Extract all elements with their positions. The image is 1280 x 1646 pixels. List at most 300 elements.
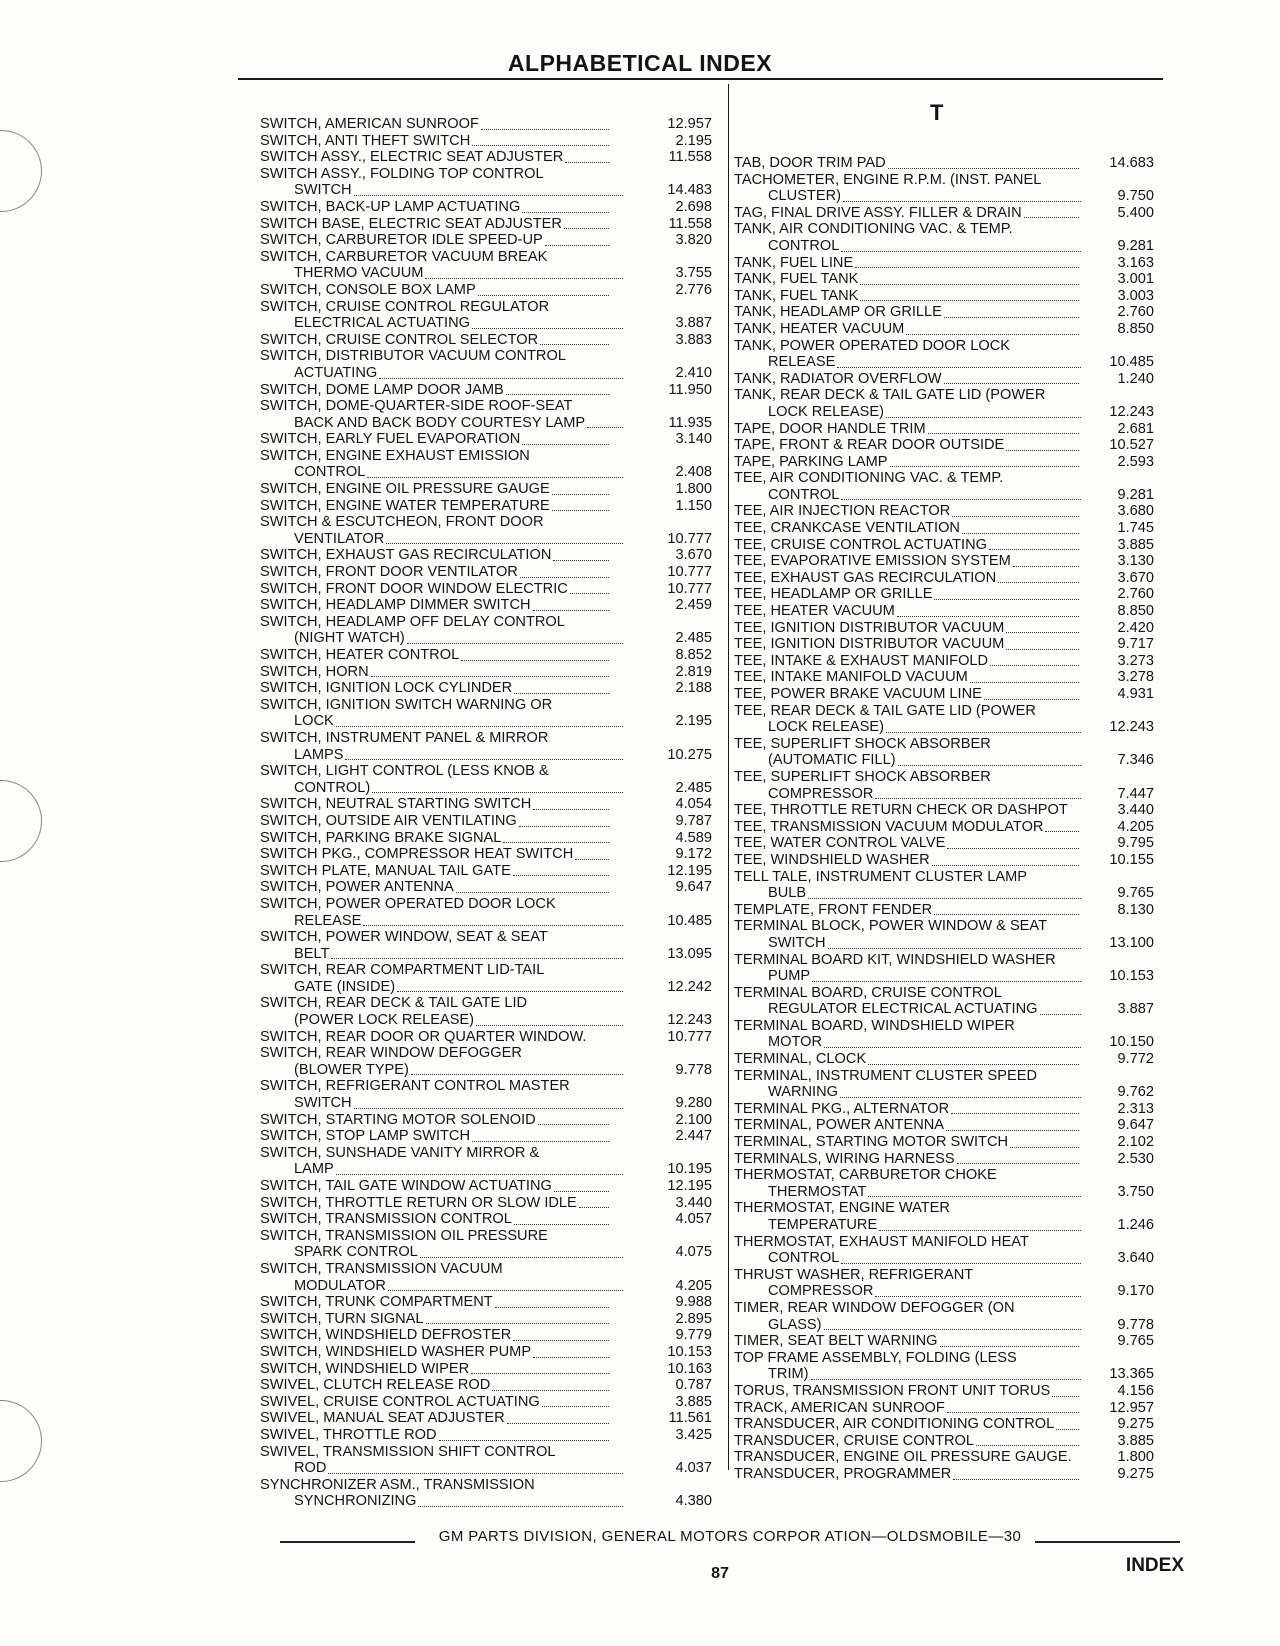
entry-text: SWITCH, TRANSMISSION OIL PRESSURE xyxy=(260,1227,548,1244)
dot-leader xyxy=(906,333,1079,335)
page-reference: 2.530 xyxy=(1117,1150,1154,1167)
dot-leader xyxy=(587,426,623,428)
page-reference: 5.400 xyxy=(1117,204,1154,221)
dot-leader xyxy=(1006,648,1079,650)
page-reference: 10.777 xyxy=(667,580,712,597)
index-entry xyxy=(734,1300,1154,1333)
entry-text: SWITCH, POWER ANTENNA xyxy=(260,879,454,896)
dot-leader xyxy=(1056,1428,1079,1430)
dot-leader xyxy=(397,990,623,992)
page-reference: 9.750 xyxy=(1117,188,1154,205)
entry-text: SWITCH, REFRIGERANT CONTROL MASTER xyxy=(260,1078,570,1095)
dot-leader xyxy=(425,277,623,279)
dot-leader xyxy=(514,1223,609,1225)
dot-leader xyxy=(824,1328,1081,1330)
entry-text: TEE, WATER CONTROL VALVE xyxy=(734,835,946,852)
index-entry xyxy=(260,796,712,813)
index-entry xyxy=(734,1433,1154,1450)
index-entry xyxy=(734,918,1154,951)
dot-leader xyxy=(554,1190,609,1192)
index-entry xyxy=(734,503,1154,520)
entry-text: TAG, FINAL DRIVE ASSY. FILLER & DRAIN xyxy=(734,204,1022,221)
page-reference: 9.762 xyxy=(1117,1084,1154,1101)
page-reference: 3.885 xyxy=(1117,1432,1154,1449)
dot-leader xyxy=(533,609,609,611)
entry-text: SWITCH, WINDSHIELD WASHER PUMP xyxy=(260,1343,532,1360)
page-reference: 12.957 xyxy=(667,116,712,132)
page-reference: 13.095 xyxy=(667,945,712,962)
index-entry xyxy=(734,669,1154,686)
entry-text: TEE, SUPERLIFT SHOCK ABSORBER xyxy=(734,768,991,785)
dot-leader xyxy=(331,957,623,959)
index-entry xyxy=(260,514,712,547)
entry-text: TEE, IGNITION DISTRIBUTOR VACUUM xyxy=(734,619,1005,636)
page-reference: 9.988 xyxy=(675,1294,712,1311)
index-entry xyxy=(734,686,1154,703)
dot-leader xyxy=(456,891,609,893)
entry-text: SYNCHRONIZER ASM., TRANSMISSION xyxy=(260,1476,535,1493)
page-reference: 10.153 xyxy=(1109,968,1154,985)
dot-leader xyxy=(513,1339,609,1341)
entry-text: TANK, REAR DECK & TAIL GATE LID (POWER xyxy=(734,387,1046,404)
page-reference: 4.931 xyxy=(1117,686,1154,702)
dot-leader xyxy=(947,847,1079,849)
dot-leader xyxy=(1052,1395,1079,1397)
dot-leader xyxy=(345,758,623,760)
page-reference: 10.153 xyxy=(667,1343,712,1360)
entry-text: CONTROL xyxy=(768,486,840,503)
dot-leader xyxy=(897,615,1079,617)
page-reference: 3.640 xyxy=(1117,1250,1154,1267)
index-entry xyxy=(260,481,712,498)
index-entry xyxy=(260,382,712,399)
index-entry xyxy=(734,255,1154,272)
page-reference: 10.777 xyxy=(667,564,712,581)
entry-text: TEE, INTAKE MANIFOLD VACUUM xyxy=(734,669,968,686)
entry-text: RELEASE xyxy=(768,354,836,371)
index-entry xyxy=(734,1416,1154,1433)
index-entry xyxy=(260,1045,712,1078)
page-reference: 3.680 xyxy=(1117,503,1154,520)
entry-text: SWITCH, HEADLAMP OFF DELAY CONTROL xyxy=(260,613,565,630)
dot-leader xyxy=(372,791,623,793)
index-entry xyxy=(260,1178,712,1195)
dot-leader xyxy=(860,283,1079,285)
page-reference: 2.760 xyxy=(1117,586,1154,603)
entry-text: TANK, POWER OPERATED DOOR LOCK xyxy=(734,337,1010,354)
page-reference: 3.670 xyxy=(675,547,712,564)
index-entry xyxy=(260,1311,712,1328)
entry-text: TERMINAL BOARD, CRUISE CONTROL xyxy=(734,984,1002,1001)
index-entry xyxy=(734,703,1154,736)
entry-text: WARNING xyxy=(768,1084,838,1101)
index-entry xyxy=(260,830,712,847)
entry-text: TEE, WINDSHIELD WASHER xyxy=(734,851,930,868)
dot-leader xyxy=(575,858,609,860)
page-reference: 2.410 xyxy=(675,364,712,381)
entry-text: SWIVEL, TRANSMISSION SHIFT CONTROL xyxy=(260,1443,556,1460)
page-reference: 3.755 xyxy=(675,265,712,282)
entry-text: SWITCH, CRUISE CONTROL REGULATOR xyxy=(260,298,550,315)
entry-text: LAMPS xyxy=(294,746,344,763)
index-entry xyxy=(734,1383,1154,1400)
entry-text: TANK, FUEL TANK xyxy=(734,271,859,288)
entry-text: SWITCH, REAR DECK & TAIL GATE LID xyxy=(260,995,528,1012)
entry-text: TEMPERATURE xyxy=(768,1217,878,1233)
page-reference: 7.447 xyxy=(1117,785,1154,802)
entry-text: SWITCH, TRANSMISSION CONTROL xyxy=(260,1211,512,1228)
index-entry xyxy=(260,332,712,349)
dot-leader xyxy=(840,1096,1081,1098)
dot-leader xyxy=(1006,449,1079,451)
dot-leader xyxy=(1024,216,1079,218)
dot-leader xyxy=(354,1107,623,1109)
page-reference: 4.037 xyxy=(675,1460,712,1477)
entry-text: THERMOSTAT xyxy=(768,1183,867,1200)
entry-text: SWITCH, STOP LAMP SWITCH xyxy=(260,1128,471,1145)
entry-text: (POWER LOCK RELEASE) xyxy=(294,1012,475,1029)
dot-leader xyxy=(386,542,623,544)
scan-hole-mark xyxy=(0,780,42,862)
entry-text: BELT xyxy=(294,945,330,962)
dot-leader xyxy=(944,316,1079,318)
entry-text: TANK, RADIATOR OVERFLOW xyxy=(734,370,942,387)
index-entry xyxy=(734,470,1154,503)
entry-text: SWITCH, REAR WINDOW DEFOGGER xyxy=(260,1045,522,1062)
dot-leader xyxy=(495,1306,609,1308)
page-reference: 9.779 xyxy=(675,1327,712,1344)
entry-text: CLUSTER) xyxy=(768,188,841,205)
page-reference: 4.054 xyxy=(675,796,712,813)
entry-text: SWITCH, TURN SIGNAL xyxy=(260,1310,424,1327)
dot-leader xyxy=(545,244,609,246)
dot-leader xyxy=(565,161,609,163)
index-entry xyxy=(734,769,1154,802)
index-entry xyxy=(734,603,1154,620)
entry-text: SWITCH, DOME LAMP DOOR JAMB xyxy=(260,381,504,398)
dot-leader xyxy=(1006,631,1079,633)
entry-text: TEE, HEATER VACUUM xyxy=(734,603,895,620)
index-entry xyxy=(734,221,1154,254)
index-entry xyxy=(734,371,1154,388)
index-entry xyxy=(260,614,712,647)
page-reference: 9.170 xyxy=(1117,1283,1154,1300)
dot-leader xyxy=(998,581,1079,583)
entry-text: TEE, IGNITION DISTRIBUTOR VACUUM xyxy=(734,636,1005,653)
page-reference: 4.589 xyxy=(675,829,712,846)
dot-leader xyxy=(1040,1013,1082,1015)
entry-text: TIMER, SEAT BELT WARNING xyxy=(734,1333,938,1350)
entry-text: SWITCH ASSY., FOLDING TOP CONTROL xyxy=(260,165,544,182)
scan-hole-mark xyxy=(0,130,42,212)
index-entry xyxy=(734,1200,1154,1233)
index-entry xyxy=(734,570,1154,587)
entry-text: PUMP xyxy=(768,968,811,985)
index-entry xyxy=(734,1018,1154,1051)
page-reference: 8.850 xyxy=(1117,320,1154,337)
index-entry xyxy=(260,929,712,962)
dot-leader xyxy=(533,1356,609,1358)
index-entry xyxy=(734,1333,1154,1350)
page-reference: 12.243 xyxy=(1109,719,1154,736)
page-reference: 2.100 xyxy=(675,1111,712,1128)
index-entry xyxy=(260,216,712,233)
entry-text: TRANSDUCER, ENGINE OIL PRESSURE GAUGE. xyxy=(734,1449,1072,1466)
page-reference: 2.447 xyxy=(675,1128,712,1145)
page-reference: 2.681 xyxy=(1117,420,1154,437)
page-reference: 3.163 xyxy=(1117,254,1154,271)
dot-leader xyxy=(553,559,609,561)
entry-text: SWITCH, IGNITION SWITCH WARNING OR xyxy=(260,696,553,713)
entry-text: TERMINAL, STARTING MOTOR SWITCH xyxy=(734,1134,1009,1151)
entry-text: CONTROL xyxy=(768,1250,840,1267)
dot-leader xyxy=(860,299,1079,301)
entry-text: SWITCH, DOME-QUARTER-SIDE ROOF-SEAT xyxy=(260,398,573,415)
index-entry xyxy=(260,680,712,697)
index-entry xyxy=(734,819,1154,836)
dot-leader xyxy=(944,382,1079,384)
index-entry xyxy=(734,454,1154,471)
entry-text: TEE, TRANSMISSION VACUUM MODULATOR xyxy=(734,818,1044,835)
dot-leader xyxy=(514,692,609,694)
entry-text: SWITCH, POWER WINDOW, SEAT & SEAT xyxy=(260,929,548,946)
page-reference: 14.683 xyxy=(1109,155,1154,171)
dot-leader xyxy=(476,1024,623,1026)
entry-text: SWITCH xyxy=(768,934,826,951)
entry-text: SWITCH BASE, ELECTRIC SEAT ADJUSTER xyxy=(260,215,562,232)
index-entry xyxy=(260,199,712,216)
page-reference: 1.240 xyxy=(1117,370,1154,387)
page-reference: 12.243 xyxy=(667,1012,712,1029)
page-reference: 2.195 xyxy=(675,713,712,730)
page-reference: 9.275 xyxy=(1117,1416,1154,1433)
title-rule xyxy=(238,78,1163,80)
dot-leader xyxy=(990,664,1079,666)
index-entry xyxy=(260,597,712,614)
entry-text: TAPE, PARKING LAMP xyxy=(734,453,888,470)
entry-text: SWITCH, HEATER CONTROL xyxy=(260,647,460,663)
index-entry xyxy=(734,1234,1154,1267)
index-entry xyxy=(260,299,712,332)
dot-leader xyxy=(426,1322,609,1324)
index-entry xyxy=(734,736,1154,769)
index-entry xyxy=(260,448,712,481)
entry-text: TERMINALS, WIRING HARNESS xyxy=(734,1150,955,1167)
dot-leader xyxy=(946,1129,1079,1131)
entry-text: LAMP xyxy=(294,1161,334,1178)
right-column-index xyxy=(734,155,1154,1483)
page-reference: 9.778 xyxy=(675,1061,712,1078)
index-entry xyxy=(734,288,1154,305)
dot-leader xyxy=(953,1478,1079,1480)
entry-text: TERMINAL, POWER ANTENNA xyxy=(734,1117,945,1134)
dot-leader xyxy=(928,432,1079,434)
page-reference: 2.420 xyxy=(1117,619,1154,636)
page-reference: 12.243 xyxy=(1109,403,1154,420)
index-entry xyxy=(260,1361,712,1378)
column-divider xyxy=(728,84,729,1470)
page-reference: 12.242 xyxy=(667,978,712,995)
entry-text: SWITCH PKG., COMPRESSOR HEAT SWITCH xyxy=(260,846,574,863)
page-reference: 4.075 xyxy=(675,1244,712,1261)
index-entry xyxy=(260,1444,712,1477)
dot-leader xyxy=(824,1046,1081,1048)
dot-leader xyxy=(538,1123,609,1125)
index-entry xyxy=(734,869,1154,902)
dot-leader xyxy=(976,1444,1079,1446)
index-entry xyxy=(734,553,1154,570)
page-reference: 9.765 xyxy=(1117,1333,1154,1350)
index-entry xyxy=(260,398,712,431)
page-reference: 3.440 xyxy=(1117,802,1154,819)
index-entry xyxy=(260,1145,712,1178)
page-reference: 2.698 xyxy=(675,198,712,215)
dot-leader xyxy=(507,1422,609,1424)
entry-text: SWITCH, TAIL GATE WINDOW ACTUATING xyxy=(260,1178,552,1194)
dot-leader xyxy=(841,498,1081,500)
entry-text: TERMINAL BOARD, WINDSHIELD WIPER xyxy=(734,1017,1015,1034)
dot-leader xyxy=(522,211,609,213)
index-entry xyxy=(734,852,1154,869)
dot-leader xyxy=(934,913,1079,915)
dot-leader xyxy=(472,144,609,146)
index-entry xyxy=(260,664,712,681)
entry-text: COMPRESSOR xyxy=(768,785,874,802)
entry-text: TANK, FUEL TANK xyxy=(734,287,859,304)
dot-leader xyxy=(989,548,1079,550)
page-reference: 7.346 xyxy=(1117,752,1154,769)
index-entry xyxy=(260,962,712,995)
index-entry xyxy=(260,133,712,150)
page-reference: 13.365 xyxy=(1109,1366,1154,1383)
dot-leader xyxy=(811,1378,1081,1380)
entry-text: SWITCH xyxy=(294,182,352,199)
entry-text: SWITCH, POWER OPERATED DOOR LOCK xyxy=(260,895,556,912)
page-reference: 1.745 xyxy=(1117,520,1154,537)
page-reference: 12.195 xyxy=(667,1178,712,1194)
dot-leader xyxy=(520,576,609,578)
index-entry xyxy=(734,1466,1154,1483)
entry-text: TANK, HEATER VACUUM xyxy=(734,320,905,337)
dot-leader xyxy=(481,128,609,130)
page-reference: 3.130 xyxy=(1117,553,1154,570)
page-reference: 9.795 xyxy=(1117,835,1154,852)
entry-text: RELEASE xyxy=(294,912,362,929)
page-reference: 10.163 xyxy=(667,1360,712,1377)
entry-text: TEE, THROTTLE RETURN CHECK OR DASHPOT xyxy=(734,802,1068,819)
page-reference: 11.935 xyxy=(668,414,712,431)
dot-leader xyxy=(411,1073,623,1075)
entry-text: GATE (INSIDE) xyxy=(294,978,396,995)
entry-text: SWITCH, OUTSIDE AIR VENTILATING xyxy=(260,812,517,829)
entry-text: SWITCH, WINDSHIELD WIPER xyxy=(260,1360,470,1377)
index-entry xyxy=(734,1400,1154,1417)
page-reference: 3.425 xyxy=(675,1426,712,1443)
page-reference: 4.205 xyxy=(1117,818,1154,835)
dot-leader xyxy=(522,443,609,445)
footer-publisher: GM PARTS DIVISION, GENERAL MOTORS CORPOR ATION—OLDSMOBILE—30 xyxy=(438,1528,1022,1545)
entry-text: (AUTOMATIC FILL) xyxy=(768,752,896,769)
dot-leader xyxy=(898,764,1081,766)
index-entry xyxy=(734,1051,1154,1068)
page-reference: 9.778 xyxy=(1117,1316,1154,1333)
footer-rule-right xyxy=(1035,1541,1180,1543)
page-reference: 2.313 xyxy=(1117,1100,1154,1117)
entry-text: SWITCH, REAR DOOR OR QUARTER WINDOW. xyxy=(260,1028,587,1045)
entry-text: LOCK RELEASE) xyxy=(768,403,884,420)
entry-text: SWITCH xyxy=(294,1095,352,1112)
page-reference: 2.485 xyxy=(675,779,712,796)
entry-text: SWITCH, CONSOLE BOX LAMP xyxy=(260,281,476,298)
dot-leader xyxy=(472,327,623,329)
index-entry xyxy=(734,1117,1154,1134)
index-entry xyxy=(734,1350,1154,1383)
index-entry xyxy=(260,697,712,730)
page-reference: 9.275 xyxy=(1117,1465,1154,1482)
entry-text: SWITCH, ENGINE WATER TEMPERATURE xyxy=(260,497,550,514)
index-entry xyxy=(260,232,712,249)
entry-text: TOP FRAME ASSEMBLY, FOLDING (LESS xyxy=(734,1349,1017,1366)
index-entry xyxy=(734,1068,1154,1101)
entry-text: THERMOSTAT, ENGINE WATER xyxy=(734,1200,950,1217)
entry-text: TERMINAL BLOCK, POWER WINDOW & SEAT xyxy=(734,918,1047,935)
dot-leader xyxy=(513,874,609,876)
index-entry xyxy=(260,730,712,763)
page-reference: 2.195 xyxy=(675,132,712,149)
dot-leader xyxy=(552,493,609,495)
index-entry xyxy=(260,863,712,880)
page-reference: 9.787 xyxy=(675,812,712,829)
index-entry xyxy=(260,498,712,515)
index-entry xyxy=(734,537,1154,554)
entry-text: REGULATOR ELECTRICAL ACTUATING xyxy=(768,1001,1038,1018)
dot-leader xyxy=(962,532,1079,534)
entry-text: GLASS) xyxy=(768,1316,822,1333)
dot-leader xyxy=(940,1345,1079,1347)
dot-leader xyxy=(886,731,1081,733)
page-reference: 10.485 xyxy=(1109,354,1154,371)
entry-text: SWITCH, THROTTLE RETURN OR SLOW IDLE xyxy=(260,1194,577,1211)
index-entry xyxy=(734,620,1154,637)
index-entry xyxy=(260,564,712,581)
index-entry xyxy=(260,1410,712,1427)
entry-text: TANK, FUEL LINE xyxy=(734,254,854,271)
dot-leader xyxy=(875,797,1081,799)
entry-text: SWITCH, IGNITION LOCK CYLINDER xyxy=(260,680,513,697)
dot-leader xyxy=(947,1411,1079,1413)
index-entry xyxy=(260,1477,712,1510)
index-entry xyxy=(260,149,712,166)
entry-text: TANK, AIR CONDITIONING VAC. & TEMP. xyxy=(734,221,1013,238)
index-entry xyxy=(260,1394,712,1411)
entry-text: CONTROL xyxy=(768,237,840,254)
dot-leader xyxy=(828,947,1081,949)
page-reference: 11.558 xyxy=(668,215,712,232)
index-entry xyxy=(260,1112,712,1129)
dot-leader xyxy=(564,227,609,229)
entry-text: (NIGHT WATCH) xyxy=(294,630,405,647)
entry-text: SWITCH, HORN xyxy=(260,663,369,680)
entry-text: TACHOMETER, ENGINE R.P.M. (INST. PANEL xyxy=(734,171,1042,188)
index-entry xyxy=(734,304,1154,321)
dot-leader xyxy=(439,1439,609,1441)
entry-text: SWITCH, REAR COMPARTMENT LID-TAIL xyxy=(260,962,545,979)
entry-text: BACK AND BACK BODY COURTESY LAMP xyxy=(294,414,586,431)
entry-text: TEE, EXHAUST GAS RECIRCULATION xyxy=(734,569,997,586)
page-reference: 3.670 xyxy=(1117,569,1154,586)
index-entry xyxy=(260,1078,712,1111)
entry-text: SWIVEL, CRUISE CONTROL ACTUATING xyxy=(260,1393,540,1410)
